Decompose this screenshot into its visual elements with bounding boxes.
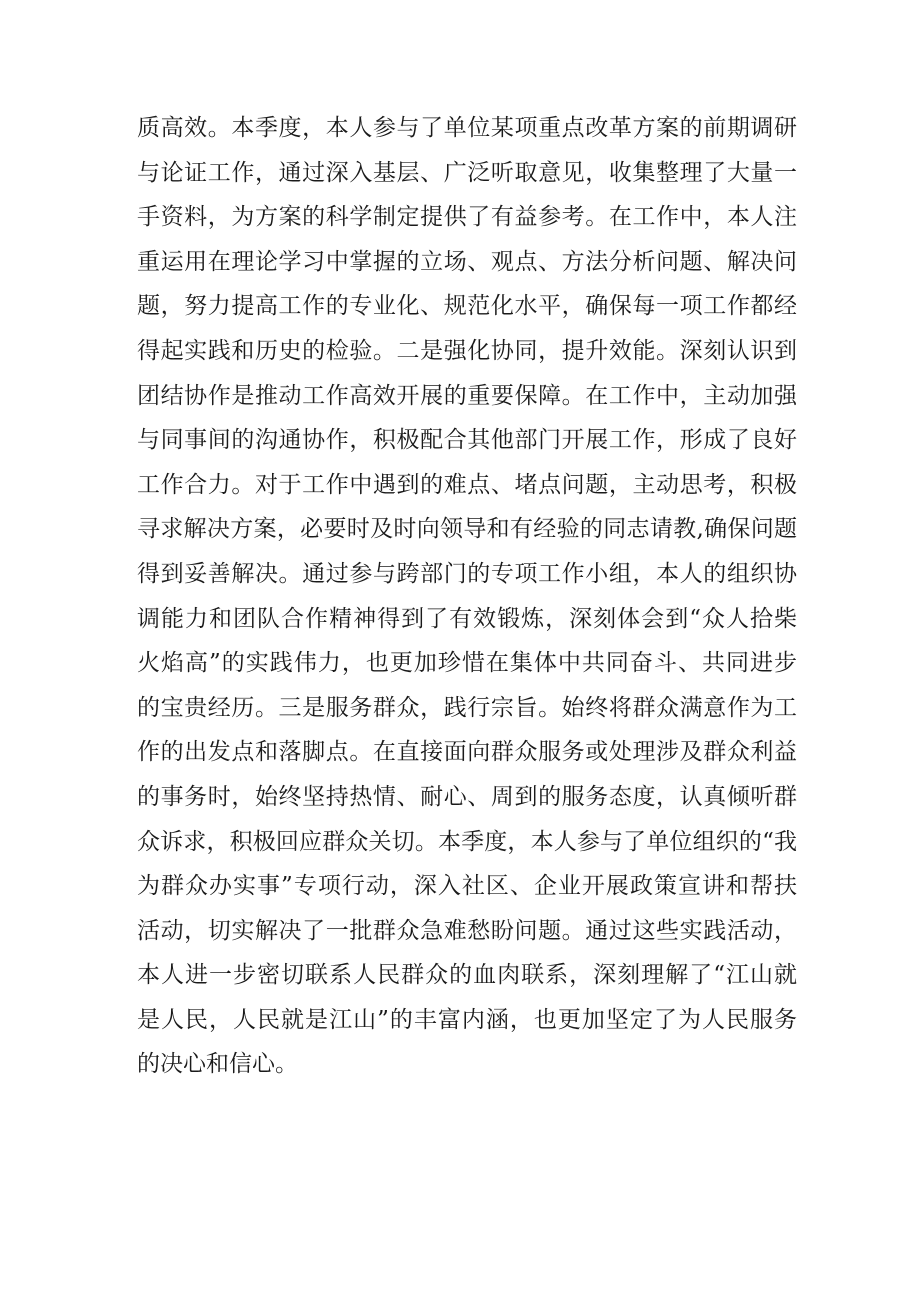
- text-line: 手资料，为方案的科学制定提供了有益参考。在工作中，本人注: [137, 204, 797, 231]
- text-line: 为群众办实事”专项行动，深入社区、企业开展政策宣讲和帮扶: [137, 873, 797, 900]
- text-line: 与论证工作，通过深入基层、广泛听取意见，收集整理了大量一: [137, 159, 797, 186]
- body-paragraph: [137, 106, 797, 1087]
- text-line: 重运用在理论学习中掌握的立场、观点、方法分析问题、解决问: [137, 248, 797, 275]
- text-line: 得到妥善解决。通过参与跨部门的专项工作小组，本人的组织协: [137, 560, 797, 587]
- text-line: 调能力和团队合作精神得到了有效锻炼，深刻体会到“众人拾柴: [137, 605, 797, 632]
- text-line: 质高效。本季度，本人参与了单位某项重点改革方案的前期调研: [137, 115, 797, 141]
- text-line: 作的出发点和落脚点。在直接面向群众服务或处理涉及群众利益: [137, 739, 797, 766]
- text-line: 的宝贵经历。三是服务群众，践行宗旨。始终将群众满意作为工: [137, 694, 797, 721]
- text-line: 的决心和信心。: [137, 1051, 298, 1078]
- text-line: 工作合力。对于工作中遇到的难点、堵点问题，主动思考，积极: [137, 471, 797, 498]
- text-line: 与同事间的沟通协作，积极配合其他部门开展工作，形成了良好: [137, 427, 797, 454]
- text-line: 活动，切实解决了一批群众急难愁盼问题。通过这些实践活动，: [137, 917, 797, 944]
- text-line: 得起实践和历史的检验。二是强化协同，提升效能。深刻认识到: [137, 337, 797, 364]
- text-line: 团结协作是推动工作高效开展的重要保障。在工作中，主动加强: [137, 382, 797, 409]
- text-line: 题，努力提高工作的专业化、规范化水平，确保每一项工作都经: [137, 293, 797, 320]
- text-line: 本人进一步密切联系人民群众的血肉联系，深刻理解了“江山就: [137, 962, 797, 989]
- text-line: 寻求解决方案，必要时及时向领导和有经验的同志请教,确保问题: [137, 516, 797, 543]
- text-line: 的事务时，始终坚持热情、耐心、周到的服务态度，认真倾听群: [137, 783, 797, 810]
- text-line: 火焰高”的实践伟力，也更加珍惜在集体中共同奋斗、共同进步: [137, 650, 797, 677]
- text-line: 众诉求，积极回应群众关切。本季度，本人参与了单位组织的“我: [137, 828, 797, 855]
- text-line: 是人民，人民就是江山”的丰富内涵，也更加坚定了为人民服务: [137, 1006, 797, 1033]
